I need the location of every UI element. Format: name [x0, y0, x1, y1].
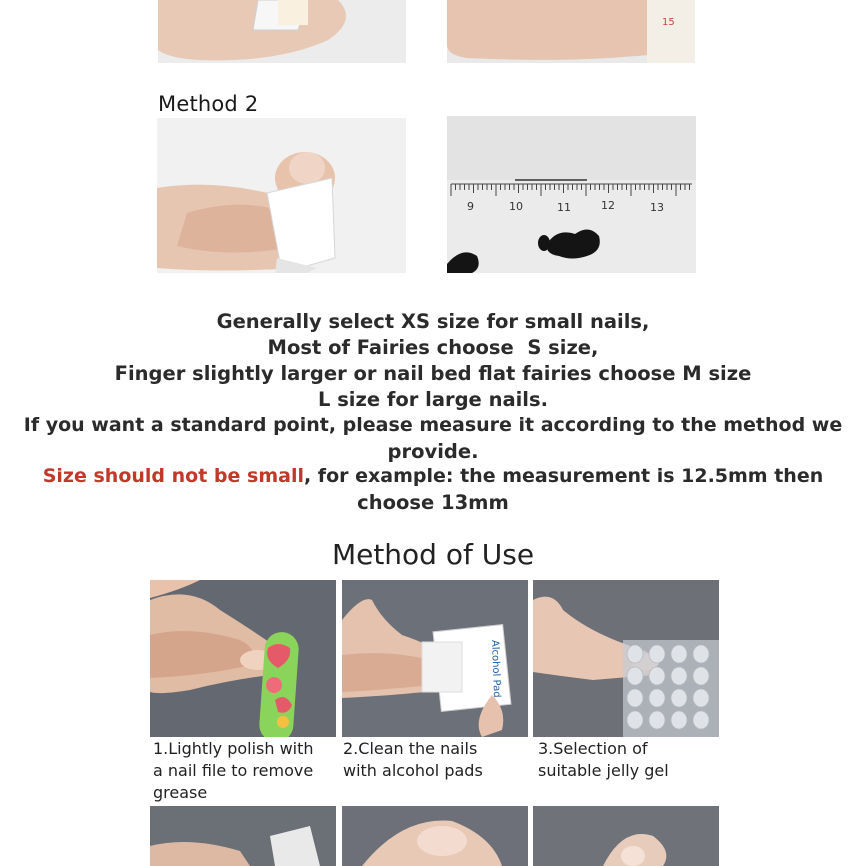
jelly-gel-tab — [671, 689, 687, 707]
jelly-gel-tab — [627, 645, 643, 663]
jelly-gel-tab — [693, 645, 709, 663]
jelly-gel-tab — [649, 689, 665, 707]
size-guide-line: provide. — [387, 439, 479, 463]
alcohol-pad-label: Alcohol Pad — [489, 639, 503, 698]
size-guide-line: choose 13mm — [357, 491, 509, 515]
method-of-use-heading: Method of Use — [331, 538, 535, 571]
jelly-gel-tab — [627, 689, 643, 707]
jelly-gel-tab — [671, 645, 687, 663]
size-warning-highlight: Size should not be small — [42, 465, 304, 488]
ruler-tick-label: 12 — [601, 199, 615, 212]
method1-photo-finger-wrap — [158, 0, 406, 63]
jelly-gel-tab — [693, 667, 709, 685]
jelly-gel-tab — [649, 667, 665, 685]
step3-photo-jelly-gel — [533, 580, 719, 737]
size-guide-line: Most of Fairies choose S size, — [267, 335, 599, 359]
step1-photo-nail-file — [150, 580, 336, 737]
svg-text:15: 15 — [662, 17, 675, 28]
size-guide-line: L size for large nails. — [317, 387, 548, 411]
ruler-tick-label: 13 — [650, 201, 664, 214]
jelly-gel-tab — [649, 711, 665, 729]
ruler-tick-label: 11 — [557, 201, 571, 214]
method2-photo-paper-strip — [157, 118, 406, 273]
ruler-tick-label: 10 — [509, 200, 523, 213]
jelly-gel-tab — [693, 689, 709, 707]
ruler-tick-label: 9 — [467, 200, 474, 213]
jelly-gel-tab — [671, 667, 687, 685]
step2-caption: 2.Clean the nails with alcohol pads — [343, 739, 483, 780]
method1-photo-tape-measure — [447, 0, 695, 63]
step2-photo-alcohol-pad — [342, 580, 528, 737]
size-guide-line: Finger slightly larger or nail bed flat fairies choose M size — [114, 361, 752, 385]
step5-photo — [342, 806, 528, 866]
jelly-gel-tab — [671, 711, 687, 729]
step3-caption: 3.Selection of suitable jelly gel — [538, 739, 669, 780]
jelly-gel-tab — [627, 667, 643, 685]
size-guide-line: Generally select XS size for small nails, — [216, 310, 650, 333]
jelly-gel-tab — [627, 711, 643, 729]
size-guide-warning-line — [0, 464, 866, 490]
method2-photo-ruler — [447, 116, 696, 273]
step4-photo — [150, 806, 336, 866]
size-guide-text — [0, 309, 866, 516]
method2-heading: Method 2 — [158, 92, 259, 116]
step6-photo — [533, 806, 719, 866]
size-guide-line: If you want a standard point, please measure it according to the method we — [23, 413, 843, 436]
jelly-gel-tab — [649, 645, 665, 663]
step1-caption: 1.Lightly polish with a nail file to remove grease — [153, 739, 314, 802]
size-warning-rest: , for example: the measurement is 12.5mm then — [303, 465, 824, 488]
jelly-gel-tab — [693, 711, 709, 729]
